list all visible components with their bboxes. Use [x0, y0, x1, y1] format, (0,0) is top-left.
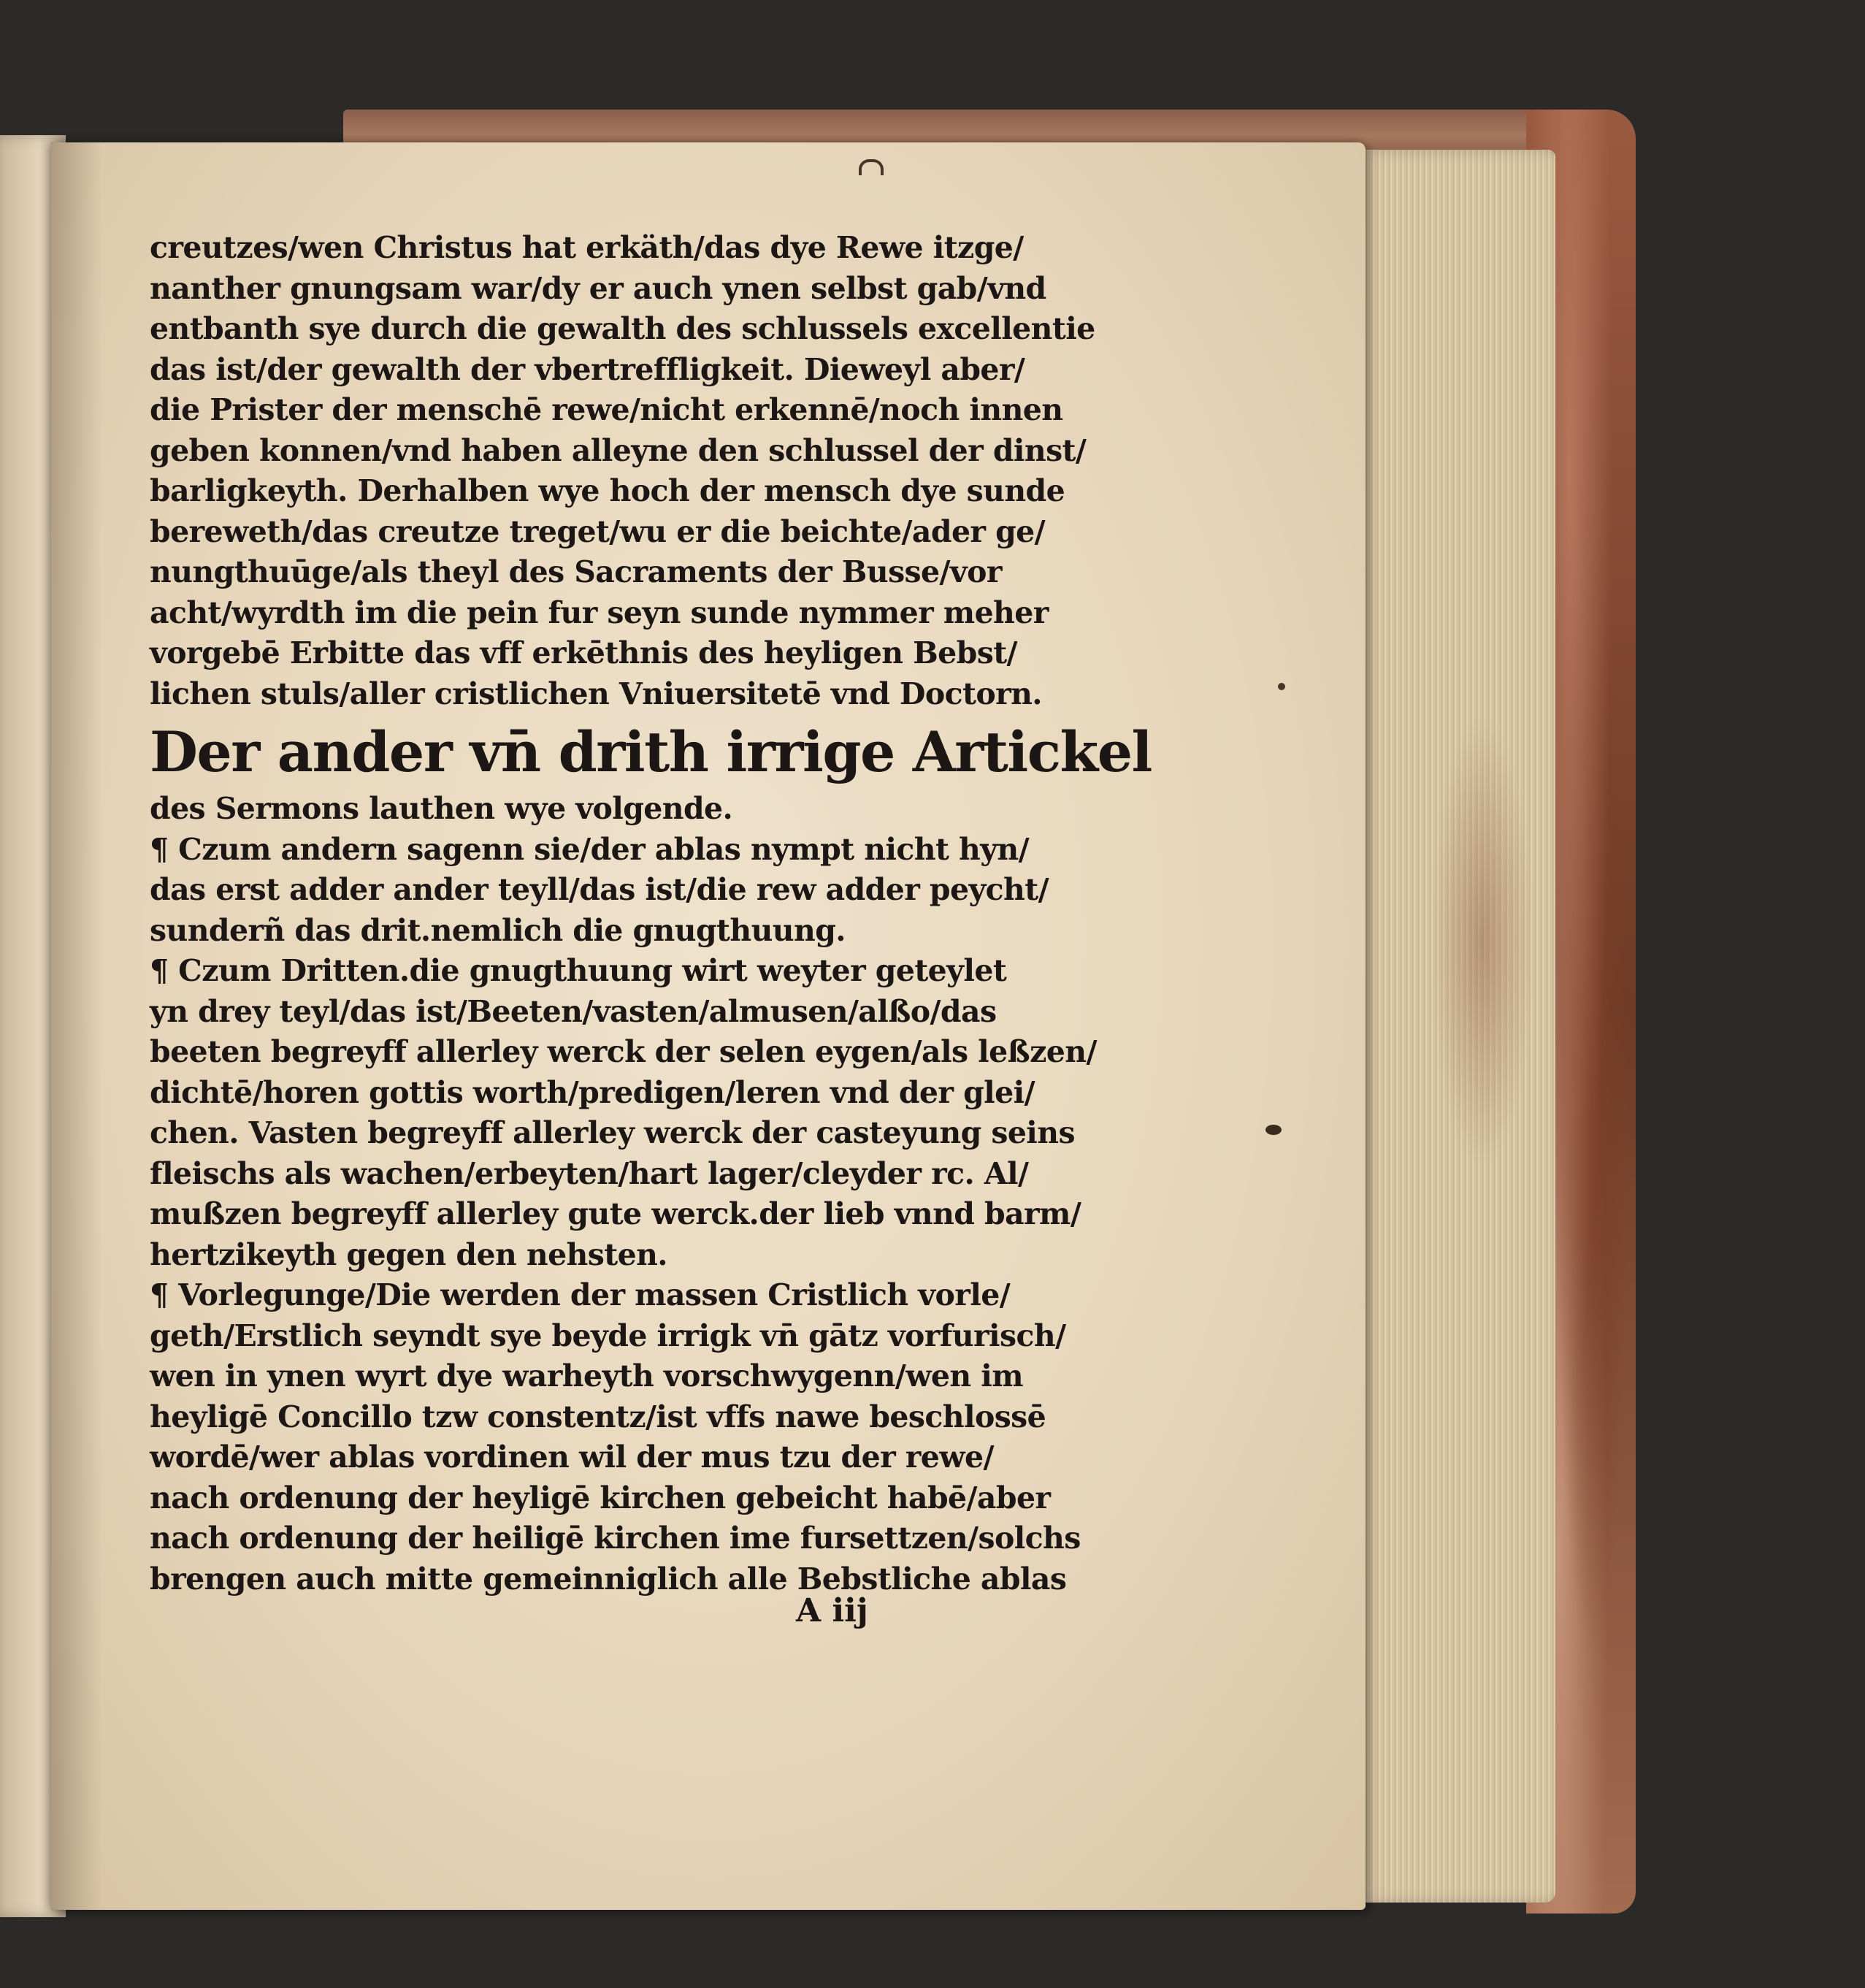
text-line: fleischs als wachen/erbeyten/hart lager/cleyder rc. Al/ — [150, 1155, 1029, 1191]
text-line: die Prister der menschē rewe/nicht erkennē/noch innen — [150, 392, 1063, 427]
text-line: das erst adder ander teyll/das ist/die rew adder peycht/ — [150, 872, 1049, 907]
gutter-shadow — [51, 142, 102, 1910]
text-line: yn drey teyl/das ist/Beeten/vasten/almusen/alßo/das — [150, 993, 997, 1029]
text-line: nach ordenung der heiligē kirchen ime fursettzen/solchs — [150, 1521, 1081, 1556]
text-line: geben konnen/vnd haben alleyne den schlussel der dinst/ — [150, 432, 1087, 468]
text-line: nungthuūge/als theyl des Sacraments der Busse/vor — [150, 554, 1002, 589]
text-line: vorgebē Erbitte das vff erkēthnis des heyligen Bebst/ — [150, 635, 1017, 670]
text-line: creutzes/wen Christus hat erkäth/das dye Rewe itzge/ — [150, 230, 1024, 265]
text-line: wen in ynen wyrt dye warheyth vorschwygenn/wen im — [150, 1358, 1024, 1393]
text-line: acht/wyrdth im die pein fur seyn sunde nymmer meher — [150, 595, 1049, 630]
section-heading: Der ander vn̄ drith irrige Artickel — [150, 719, 1152, 784]
text-line: wordē/wer ablas vordinen wil der mus tzu der rewe/ — [150, 1440, 994, 1475]
text-line: ¶ Czum andern sagenn sie/der ablas nympt nicht hyn/ — [150, 831, 1030, 867]
text-line: mußzen begreyff allerley gute werck.der lieb vnnd barm/ — [150, 1196, 1081, 1231]
text-line: brengen auch mitte gemeinniglich alle Bebstliche ablas — [150, 1561, 1067, 1597]
text-line: dichtē/horen gottis worth/predigen/leren vnd der glei/ — [150, 1074, 1035, 1110]
text-line: bereweth/das creutze treget/wu er die beichte/ader ge/ — [150, 513, 1046, 549]
text-line: heyligē Concillo tzw constentz/ist vffs nawe beschlossē — [150, 1399, 1046, 1434]
text-line: barligkeyth. Derhalben wye hoch der mensch dye sunde — [150, 473, 1065, 508]
text-block — [150, 228, 1152, 1599]
text-line: chen. Vasten begreyff allerley werck der casteyung seins — [150, 1115, 1075, 1150]
text-line: sunderñ das drit.nemlich die gnugthuung. — [150, 912, 846, 948]
text-line: geth/Erstlich seyndt sye beyde irrigk vn̄ gātz vorfurisch/ — [150, 1318, 1066, 1353]
signature-mark: A iij — [796, 1592, 868, 1629]
page-tear-mark — [859, 159, 884, 175]
page-hole — [1265, 1125, 1282, 1135]
text-line: beeten begreyff allerley werck der selen eygen/als leßzen/ — [150, 1034, 1097, 1069]
text-line: nanther gnungsam war/dy er auch ynen selbst gab/vnd — [150, 270, 1046, 306]
text-line: hertzikeyth gegen den nehsten. — [150, 1236, 667, 1272]
text-line: lichen stuls/aller cristlichen Vniuersitetē vnd Doctorn. — [150, 676, 1042, 711]
text-line: des Sermons lauthen wye volgende. — [150, 791, 733, 826]
page-spot — [1278, 683, 1285, 690]
text-line: nach ordenung der heyligē kirchen gebeicht habē/aber — [150, 1480, 1051, 1515]
edge-stain — [1431, 716, 1533, 1169]
text-line: entbanth sye durch die gewalth des schlussels excellentie — [150, 311, 1095, 346]
text-line: ¶ Czum Dritten.die gnugthuung wirt weyter geteylet — [150, 953, 1007, 988]
text-line: das ist/der gewalth der vbertreffligkeit. Dieweyl aber/ — [150, 351, 1025, 387]
text-line: ¶ Vorlegunge/Die werden der massen Cristlich vorle/ — [150, 1277, 1011, 1312]
